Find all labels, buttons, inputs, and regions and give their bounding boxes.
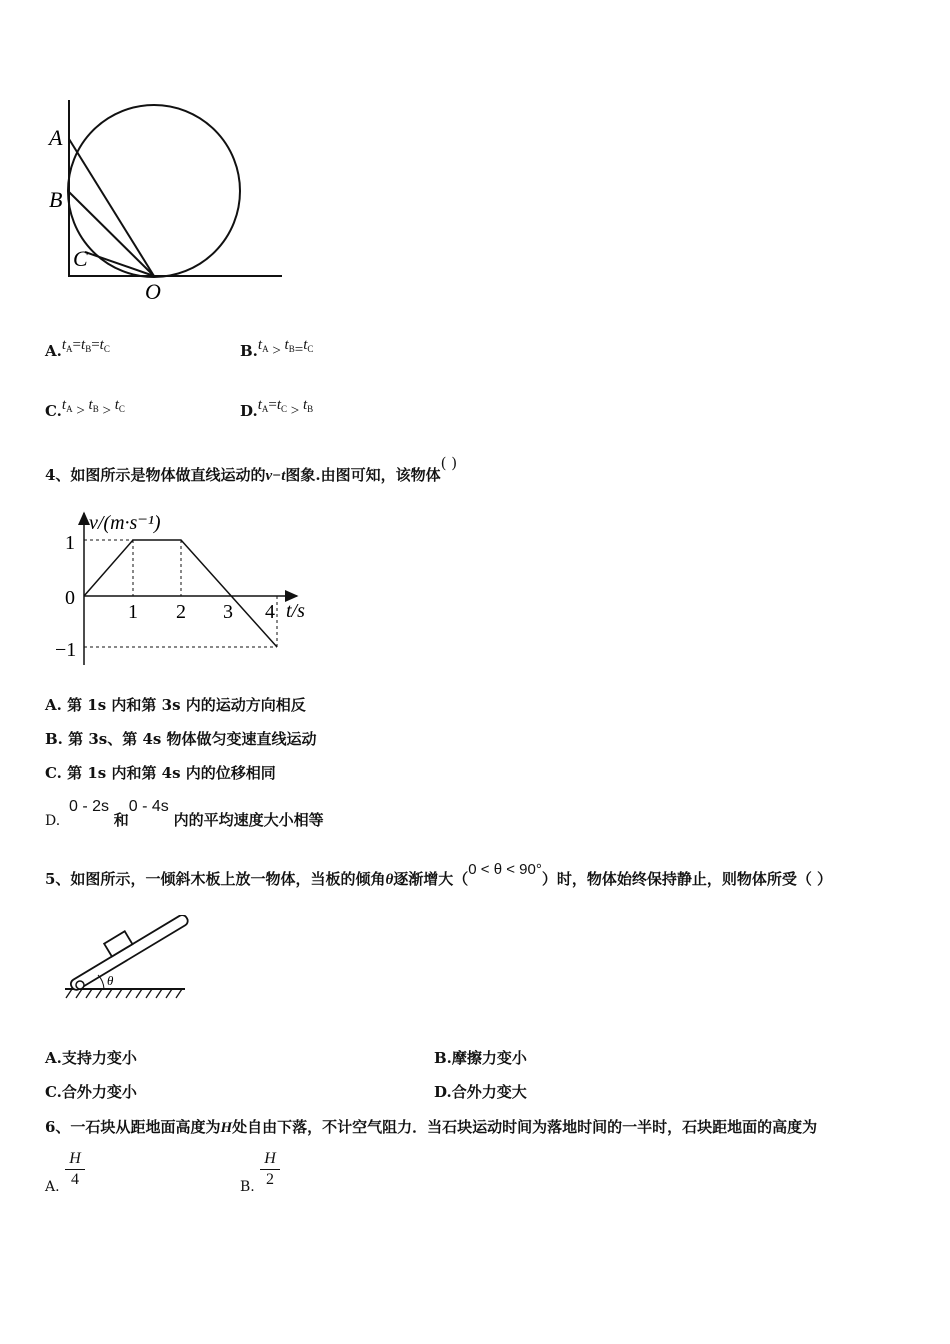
q5-stem: 5、如图所示，一倾斜木板上放一物体，当板的倾角θ逐渐增大（0 < θ < 90°）时，物体始终保持静止，则物体所受（ ）	[45, 861, 833, 888]
fraction-h-over-2: H 2	[260, 1150, 280, 1189]
y-tick-0: 0	[65, 587, 75, 609]
x-tick-3: 3	[223, 601, 233, 623]
q6-stem: 6、一石块从距地面高度为H处自由下落，不计空气阻力．当石块运动时间为落地时间的一半时，石块距地面的高度为	[45, 1118, 818, 1136]
y-tick-neg1: −1	[55, 639, 77, 661]
y-axis-label: v/(m·s⁻¹)	[89, 512, 161, 534]
q6-option-a[interactable]: A. H 4	[45, 1150, 105, 1200]
q3-option-d[interactable]: $D.t_A=t_C > t_B$	[240, 397, 314, 420]
label-B: B	[49, 187, 63, 212]
circle-diagram	[40, 95, 300, 310]
x-tick-1: 1	[128, 601, 138, 623]
q4-option-c[interactable]: C. 第 1s 内和第 4s 内的位移相同	[45, 764, 276, 782]
q4-stem: 4、如图所示是物体做直线运动的v−t图象.由图可知，该物体( )	[45, 454, 458, 484]
q5-option-a[interactable]: A.支持力变小	[45, 1049, 137, 1067]
q3-option-b[interactable]: $B.t_A > t_B=t_C$	[240, 337, 314, 360]
label-C: C	[73, 246, 88, 271]
q3-option-c[interactable]: $C.t_A > t_B > t_C$	[45, 397, 125, 420]
fraction-h-over-4: H 4	[65, 1150, 85, 1189]
q5-option-d[interactable]: D.合外力变大	[434, 1083, 527, 1101]
q6-option-b[interactable]: B. H 2	[240, 1150, 300, 1200]
x-tick-4: 4	[265, 601, 275, 623]
incline-diagram	[60, 915, 195, 1005]
label-O: O	[145, 279, 161, 304]
x-tick-2: 2	[176, 601, 186, 623]
vt-chart	[45, 505, 335, 670]
x-axis-label: t/s	[286, 600, 305, 622]
q5-option-c[interactable]: C.合外力变小	[45, 1083, 137, 1101]
q4-option-a[interactable]: A. 第 1s 内和第 3s 内的运动方向相反	[45, 696, 306, 714]
q5-option-b[interactable]: B.摩擦力变小	[434, 1049, 527, 1067]
label-A: A	[49, 125, 63, 150]
q3-option-a[interactable]: $A.t_A=t_B=t_C$	[45, 337, 110, 360]
theta-label: θ	[107, 973, 114, 988]
q4-option-b[interactable]: B. 第 3s、第 4s 物体做匀变速直线运动	[45, 730, 317, 748]
q4-option-d[interactable]: D. 0 - 2s 和0 - 4s 内的平均速度大小相等	[45, 798, 324, 829]
y-tick-1: 1	[65, 532, 75, 554]
velocity-line	[84, 540, 277, 647]
